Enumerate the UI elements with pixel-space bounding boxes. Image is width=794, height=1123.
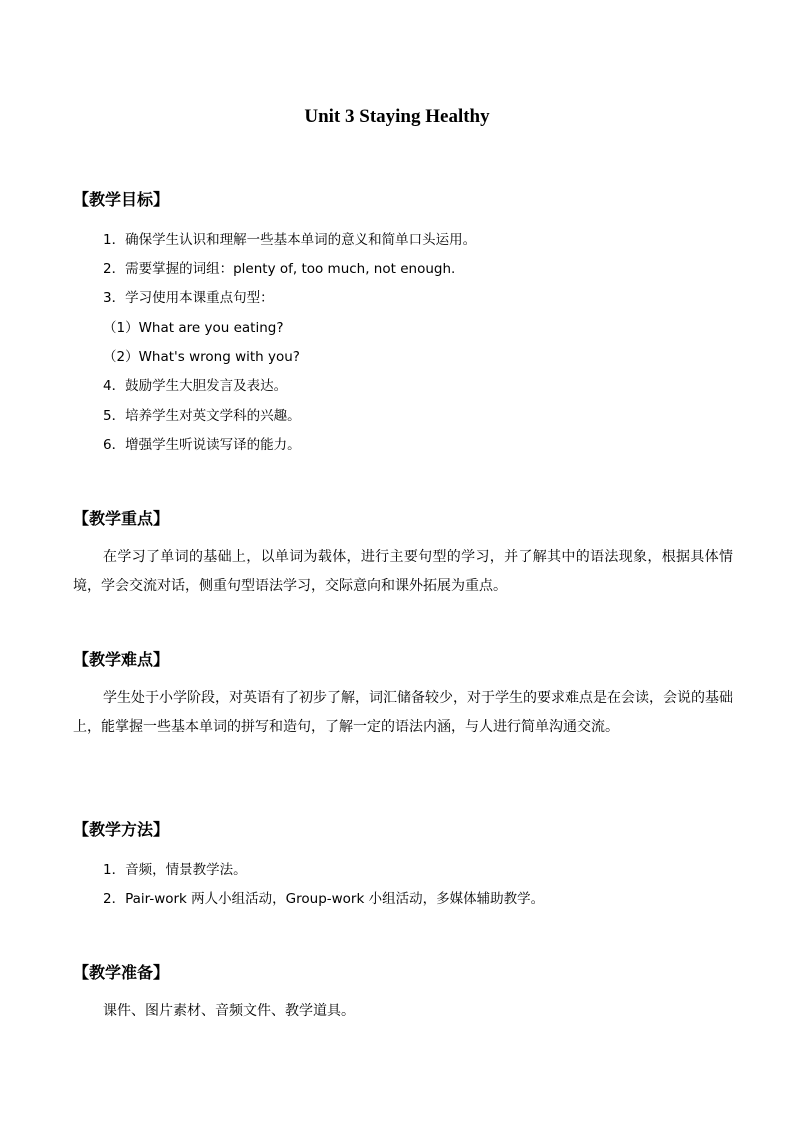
difficulties-heading: 【教学难点】 xyxy=(73,650,170,669)
difficulties-text: 学生处于小学阶段，对英语有了初步了解，词汇储备较少，对于学生的要求难点是在会读，会说的基础上，能掌握一些基本单词的拼写和造句，了解一定的语法内涵，与人进行简单沟通交流。 xyxy=(73,690,733,735)
objective-item-1: 1．确保学生认识和理解一些基本单词的意义和简单口头运用。 xyxy=(103,232,477,248)
key-points-heading: 【教学重点】 xyxy=(73,509,170,528)
objective-item-3: 3．学习使用本课重点句型： xyxy=(103,290,274,306)
method-item-2: 2．Pair-work 两人小组活动，Group-work 小组活动，多媒体辅助教学。 xyxy=(103,891,545,907)
objective-item-2: 2．需要掌握的词组：plenty of, too much, not enough. xyxy=(103,261,456,277)
preparation-heading: 【教学准备】 xyxy=(73,963,170,982)
objective-subitem-1: （1）What are you eating? xyxy=(103,320,284,336)
key-points-text: 在学习了单词的基础上，以单词为载体，进行主要句型的学习，并了解其中的语法现象，根据具体情境，学会交流对话，侧重句型语法学习，交际意向和课外拓展为重点。 xyxy=(73,549,733,594)
methods-heading: 【教学方法】 xyxy=(73,820,170,839)
objective-item-4: 4．鼓励学生大胆发言及表达。 xyxy=(103,378,288,394)
objective-item-5: 5．培养学生对英文学科的兴趣。 xyxy=(103,408,301,424)
preparation-text: 课件、图片素材、音频文件、教学道具。 xyxy=(103,1003,355,1019)
objective-item-6: 6．增强学生听说读写译的能力。 xyxy=(103,437,301,453)
objective-subitem-2: （2）What's wrong with you? xyxy=(103,349,300,365)
method-item-1: 1．音频，情景教学法。 xyxy=(103,862,247,878)
document-title: Unit 3 Staying Healthy xyxy=(304,106,490,127)
objectives-heading: 【教学目标】 xyxy=(73,190,170,209)
